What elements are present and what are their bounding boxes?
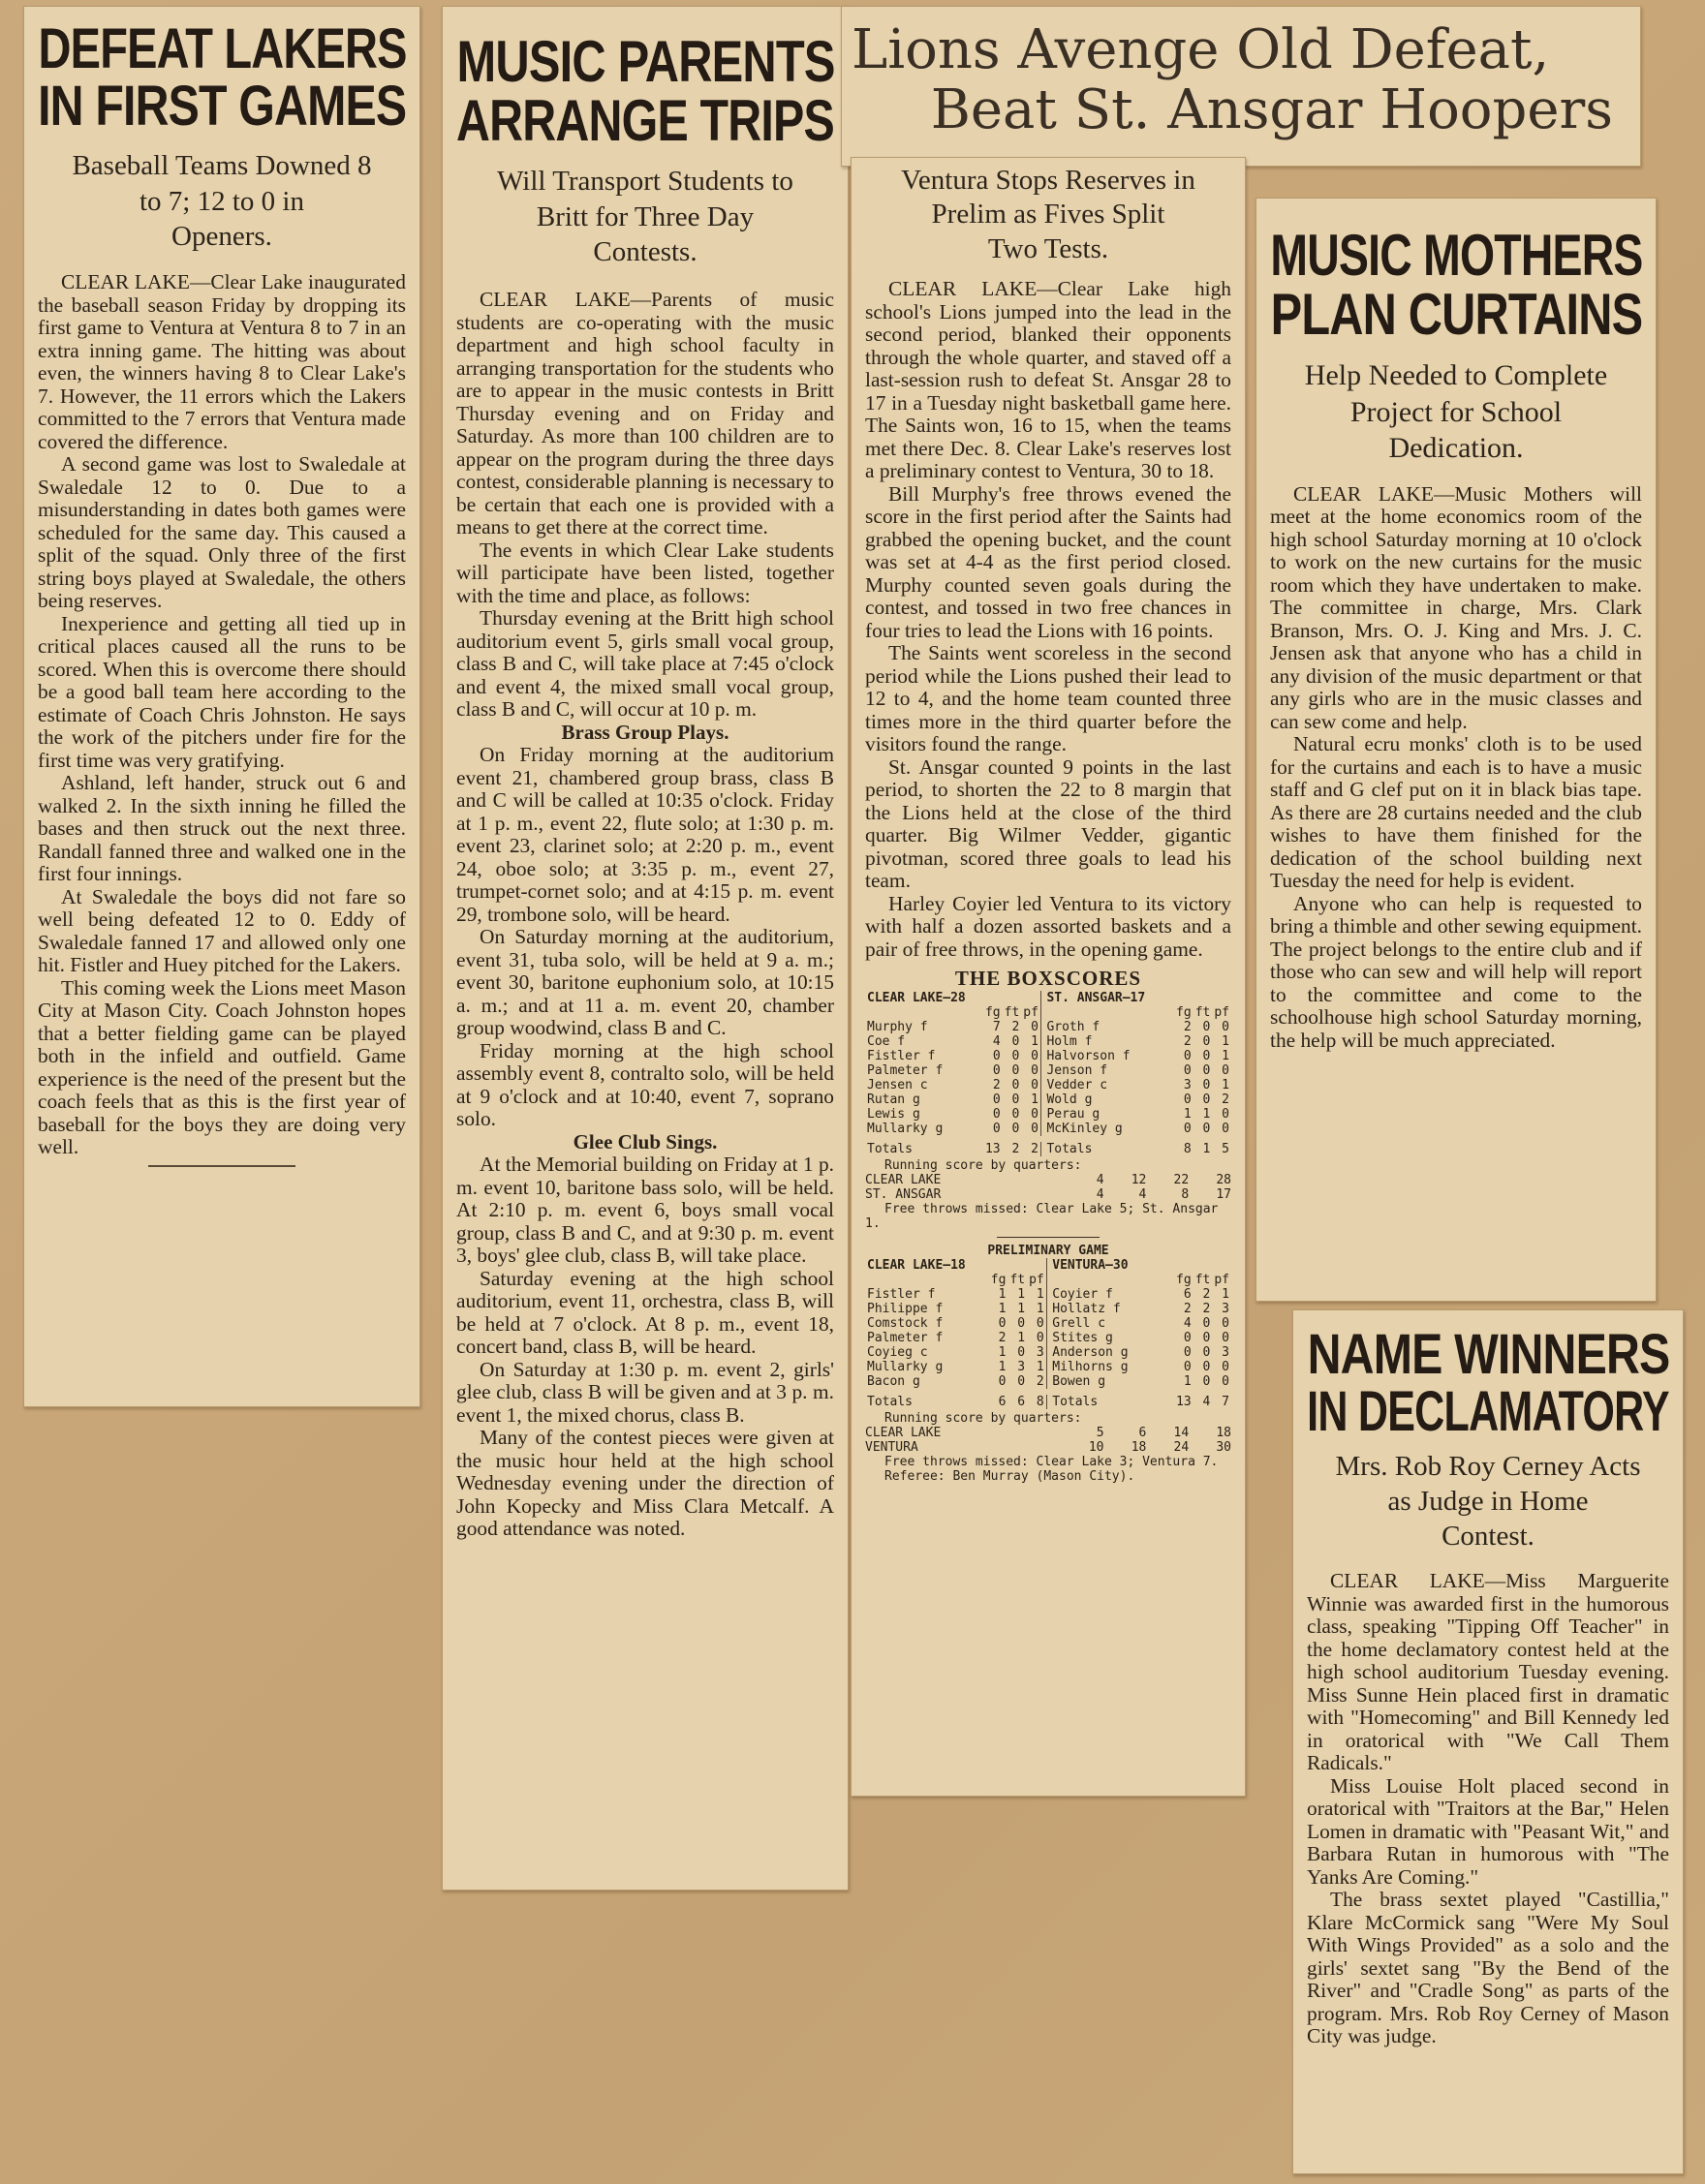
paragraph: The events in which Clear Lake students will participate have been listed, together with the time and place, as follows: — [456, 538, 834, 607]
col-header: fg — [990, 1273, 1007, 1288]
stat-cell: 1 — [1031, 1034, 1038, 1050]
boxscore-row — [865, 1034, 1231, 1049]
boxscore-row — [865, 1360, 1231, 1374]
headline-line: IN FIRST GAMES — [38, 75, 407, 138]
total-cell: 7 — [1222, 1395, 1229, 1410]
player-name: Coyier f — [1052, 1287, 1113, 1303]
stat-cell: 3 — [1017, 1360, 1026, 1375]
boxscore-row — [865, 1063, 1231, 1078]
player-name: Hollatz f — [1052, 1302, 1121, 1317]
col-header: ft — [1004, 1005, 1020, 1021]
stat-cell: 2 — [1202, 1287, 1211, 1303]
subhead-glee: Glee Club Sings. — [573, 1129, 718, 1154]
deck — [865, 164, 1231, 266]
stat-cell: 1 — [1031, 1092, 1038, 1108]
total-cell: 1 — [1202, 1142, 1211, 1157]
stat-cell: 1 — [998, 1345, 1007, 1361]
stat-cell: 0 — [1011, 1107, 1020, 1123]
running-team: CLEAR LAKE — [865, 1173, 942, 1188]
quarter-score: 30 — [1216, 1440, 1231, 1456]
article-body — [456, 289, 834, 1541]
stat-cell: 0 — [992, 1122, 1001, 1137]
headline-line: Lions Avenge Old Defeat, — [852, 18, 1550, 81]
player-name: Palmeter f — [867, 1331, 944, 1346]
paragraph: Friday morning at the high school assembly event 8, contralto solo, will be held at 9 o'clock and at 10:40, event 7, soprano solo. — [456, 1038, 834, 1131]
deck-line: Dedication. — [1388, 431, 1524, 464]
deck-line: Openers. — [171, 220, 272, 252]
stat-cell: 1 — [1017, 1331, 1026, 1346]
player-name: Palmeter f — [867, 1063, 944, 1079]
player-name: Mullarky g — [867, 1360, 944, 1375]
stat-cell: 1 — [1183, 1107, 1192, 1123]
team-heading: CLEAR LAKE—28 — [867, 991, 966, 1006]
stat-cell: 0 — [1183, 1049, 1192, 1064]
col-header: ft — [1194, 1273, 1211, 1288]
stat-cell: 0 — [1011, 1092, 1020, 1108]
headline-line: MUSIC MOTHERS — [1269, 223, 1643, 288]
stat-cell: 0 — [1183, 1122, 1192, 1137]
boxscore-row — [865, 1049, 1231, 1063]
totals-label: Totals — [1052, 1395, 1099, 1410]
deck-line: to 7; 12 to 0 in — [140, 185, 304, 217]
total-cell: 6 — [1017, 1395, 1026, 1410]
article-music-parents — [442, 6, 849, 1891]
team-heading: CLEAR LAKE—18 — [867, 1258, 966, 1274]
paragraph: CLEAR LAKE—Music Mothers will meet at the home economics room of the high school Saturday morning at 10 o'clock to work on the new curtains for the music room which they have undertaken to make. The committee in charge, Mrs. Clark Branson, Mrs. O. J. King and Mrs. J. C. Jensen ask that anyone who has a child in any division of the music department or that any girls who are in the music classes and can sew come and help. — [1270, 481, 1642, 733]
totals-label: Totals — [867, 1395, 913, 1410]
totals-label: Totals — [1046, 1142, 1093, 1157]
paragraph: On Saturday morning at the auditorium, event 31, tuba solo, will be held at 9 a. m.; event 30, baritone euphonium solo, at 10:15 a. m.; and at 11 a. m. event 20, chamber group woodwind, class B and C. — [456, 925, 834, 1040]
paragraph: CLEAR LAKE—Clear Lake high school's Lions jumped into the lead in the second period, blanked their opponents through the whole quarter, and staved off a last-session rush to defeat St. Ansgar 28 to 17 in a Tuesday night basketball game here. The Saints won, 16 to 15, when the teams met there Dec. 8. Clear Lake's reserves lost a preliminary contest to Ventura, 30 to 18. — [865, 277, 1231, 483]
paragraph: Saturday evening at the high school auditorium, event 11, orchestra, class B, will be held at 7 o'clock. At 8 p. m., event 18, concert band, class B, will be heard. — [456, 1266, 834, 1359]
total-cell: 8 — [1183, 1142, 1192, 1157]
deck-line: Contests. — [593, 235, 698, 267]
stat-cell: 3 — [1036, 1345, 1044, 1361]
stat-cell: 2 — [992, 1078, 1001, 1093]
player-name: Bowen g — [1052, 1374, 1106, 1390]
paragraph: Thursday evening at the Britt high school auditorium event 5, girls small vocal group, class B and C, will take place at 7:45 o'clock and event 4, the mixed small vocal group, class B and C, will occur at 10 p. m. — [456, 606, 834, 722]
player-name: Jenson f — [1046, 1063, 1108, 1079]
col-header: pf — [1214, 1005, 1229, 1021]
deck-line: Baseball Teams Downed 8 — [72, 150, 372, 182]
stat-cell: 0 — [998, 1374, 1007, 1390]
paragraph: Ashland, left hander, struck out 6 and walked 2. In the sixth inning he filled the bases and then struck out the next three. Randall fanned three and walked one in the first four innings. — [38, 771, 406, 886]
player-name: Fistler f — [867, 1049, 936, 1064]
stat-cell: 2 — [1222, 1092, 1229, 1108]
stat-cell: 0 — [992, 1107, 1001, 1123]
referee: Referee: Ben Murray (Mason City). — [884, 1469, 1135, 1485]
total-cell: 13 — [984, 1142, 1001, 1157]
paragraph: At Swaledale the boys did not fare so well being defeated 12 to 0. Eddy of Swaledale fanned 17 and allowed only one hit. Fistler and Huey pitched for the Lakers. — [38, 884, 406, 977]
article-name-winners — [1292, 1309, 1684, 2174]
stat-cell: 1 — [1036, 1360, 1044, 1375]
col-header: pf — [1214, 1273, 1229, 1288]
quarter-score: 17 — [1216, 1187, 1231, 1203]
article-defeat-lakers — [23, 6, 420, 1407]
col-header: fg — [984, 1005, 1001, 1021]
game1-rows — [865, 1020, 1231, 1136]
paragraph: Bill Murphy's free throws evened the score in the first period after the Saints had grabbed the opening bucket, and the count was set at 4-4 as the first period closed. Murphy counted seven goals during the contest, and tossed in two free chances in four tries to lead the Lions with 16 points. — [865, 481, 1231, 642]
col-header: pf — [1023, 1005, 1038, 1021]
stat-cell: 2 — [1183, 1034, 1192, 1050]
article-body — [38, 271, 406, 1159]
divider — [997, 1237, 1100, 1238]
deck-line: Two Tests. — [987, 232, 1109, 264]
player-name: Milhorns g — [1052, 1360, 1129, 1375]
boxscore-row — [865, 1302, 1231, 1316]
quarter-score: 12 — [1131, 1173, 1147, 1188]
stat-cell: 1 — [998, 1360, 1007, 1375]
total-cell: 4 — [1202, 1395, 1211, 1410]
deck-line: Mrs. Rob Roy Cerney Acts — [1335, 1451, 1641, 1483]
player-name: Bacon g — [867, 1374, 920, 1390]
total-cell: 6 — [998, 1395, 1007, 1410]
quarter-score: 24 — [1173, 1440, 1190, 1456]
player-name: Grell c — [1052, 1316, 1106, 1332]
boxscore-row — [865, 1331, 1231, 1345]
stat-cell: 0 — [1036, 1331, 1044, 1346]
player-name: Groth f — [1046, 1020, 1100, 1035]
totals-label: Totals — [867, 1142, 913, 1157]
stat-cell: 2 — [998, 1331, 1007, 1346]
stat-cell: 0 — [992, 1049, 1001, 1064]
stat-cell: 7 — [992, 1020, 1001, 1035]
paragraph: Miss Louise Holt placed second in oratorical with "Traitors at the Bar," Helen Lomen in dramatic with "Peasant Wit," and Barbara Rutan in humorous with "The Yanks Are Coming." — [1307, 1773, 1669, 1889]
player-name: Mullarky g — [867, 1122, 944, 1137]
col-header: pf — [1029, 1273, 1044, 1288]
stat-cell: 2 — [1011, 1020, 1020, 1035]
paragraph: A second game was lost to Swaledale at Swaledale 12 to 0. Due to a misunderstanding in dates both games were scheduled for the same day. This caused a split of the squad. Only three of the first string boys played at Swaledale, the others being reserves. — [38, 452, 406, 613]
headline-line: NAME WINNERS — [1307, 1323, 1669, 1386]
stat-cell: 0 — [1036, 1316, 1044, 1332]
stat-cell: 1 — [1222, 1034, 1229, 1050]
quarter-score: 4 — [1096, 1173, 1104, 1188]
player-name: Fistler f — [867, 1287, 936, 1303]
paragraph: CLEAR LAKE—Miss Marguerite Winnie was awarded first in the humorous class, speaking "Tipping Off Teacher" in the home declamatory contest held at the high school auditorium Tuesday evening. Miss Sunne Hein placed first in dramatic with "Homecoming" and Bill Kennedy led in oratorical with "We Call Them Radicals." — [1307, 1569, 1669, 1775]
col-header: ft — [1194, 1005, 1211, 1021]
stat-cell: 3 — [1183, 1078, 1192, 1093]
article-body — [1270, 483, 1642, 1053]
stat-cell: 3 — [1222, 1302, 1229, 1317]
stat-cell: 0 — [1202, 1374, 1211, 1390]
col-header: fg — [1176, 1005, 1192, 1021]
player-name: Lewis g — [867, 1107, 920, 1123]
paragraph: The brass sextet played "Castillia," Klare McCormick sang "Were My Soul With Wings Provided" as a solo and the girls' sextet sang "By the Bend of the River" and "Cradle Song" as parts of the program. Mrs. Rob Roy Cerney of Mason City was judge. — [1307, 1888, 1669, 2048]
paragraph: This coming week the Lions meet Mason City at Mason City. Coach Johnston hopes that a better fielding game can be played both in the infield and outfield. Game experience is the need of the present but the coach feels that as this is the first year of baseball for the boys they are doing very well. — [38, 975, 406, 1159]
article-music-mothers — [1256, 198, 1657, 1302]
paragraph: Anyone who can help is requested to bring a thimble and other sewing equipment. The project belongs to the entire club and if those who can sew and will help will report to the committee and come to the schoolhouse high school Saturday morning, the help will be much appreciated. — [1270, 891, 1642, 1052]
boxscore-row — [865, 1316, 1231, 1331]
headline — [1269, 223, 1643, 348]
quarter-score: 14 — [1173, 1426, 1190, 1441]
free-throws-missed: Free throws missed: Clear Lake 3; Ventura 7. — [884, 1455, 1219, 1470]
quarter-score: 4 — [1096, 1187, 1104, 1203]
stat-cell: 6 — [1183, 1287, 1192, 1303]
team-heading: VENTURA—30 — [1052, 1258, 1129, 1274]
running-team: ST. ANSGAR — [865, 1187, 942, 1203]
paragraph: Many of the contest pieces were given at the music hour held at the high school Wednesday evening under the direction of John Kopecky and Miss Clara Metcalf. A good attendance was noted. — [456, 1426, 834, 1541]
total-cell: 8 — [1036, 1395, 1044, 1410]
stat-cell: 0 — [1031, 1063, 1038, 1079]
team-heading: ST. ANSGAR—17 — [1046, 991, 1146, 1006]
subhead-brass: Brass Group Plays. — [561, 720, 729, 744]
quarter-score: 22 — [1173, 1173, 1190, 1188]
player-name: Wold g — [1046, 1092, 1093, 1108]
stat-cell: 0 — [1202, 1360, 1211, 1375]
player-name: Vedder c — [1046, 1078, 1108, 1093]
player-name: Jensen c — [867, 1078, 928, 1093]
quarter-score: 18 — [1131, 1440, 1147, 1456]
stat-cell: 1 — [998, 1302, 1007, 1317]
boxscore-table-prelim — [865, 1258, 1231, 1409]
stat-cell: 0 — [1031, 1049, 1038, 1064]
paragraph: Natural ecru monks' cloth is to be used for the curtains and each is to have a music staff and G clef put on it in black bias tape. As there are 28 curtains needed and the club wishes to have them finished for the dedication of the school building next Tuesday the need for help is evident. — [1270, 732, 1642, 893]
stat-cell: 0 — [1183, 1360, 1192, 1375]
deck-line: Britt for Three Day — [536, 200, 755, 232]
stat-cell: 0 — [1031, 1078, 1038, 1093]
total-cell: 2 — [1011, 1142, 1020, 1157]
headline-line: Beat St. Ansgar Hoopers — [930, 77, 1613, 141]
stat-cell: 0 — [1202, 1049, 1211, 1064]
player-name: McKinley g — [1046, 1122, 1123, 1137]
player-name: Perau g — [1046, 1107, 1100, 1123]
total-cell: 2 — [1031, 1142, 1038, 1157]
stat-cell: 0 — [1011, 1063, 1020, 1079]
player-name: Anderson g — [1052, 1345, 1129, 1361]
quarter-score: 10 — [1088, 1440, 1104, 1456]
player-name: Holm f — [1046, 1034, 1093, 1050]
stat-cell: 0 — [1011, 1034, 1020, 1050]
stat-cell: 0 — [1183, 1092, 1192, 1108]
running-team: VENTURA — [865, 1440, 918, 1456]
stat-cell: 0 — [1011, 1049, 1020, 1064]
stat-cell: 0 — [1222, 1331, 1229, 1346]
paragraph: On Saturday at 1:30 p. m. event 2, girls' glee club, class B will be given and at 3 p. m. event 1, the mixed chorus, class B. — [456, 1357, 834, 1427]
stat-cell: 0 — [1202, 1034, 1211, 1050]
stat-cell: 0 — [1031, 1020, 1038, 1035]
paragraph: St. Ansgar counted 9 points in the last period, to shorten the 22 to 8 margin that the Lions held at the close of the third quarter. Big Wilmer Vedder, gigantic pivotman, scored three goals to lead his team. — [865, 754, 1231, 893]
quarter-score: 4 — [1138, 1187, 1147, 1203]
headline — [842, 7, 1640, 139]
paragraph: Harley Coyier led Ventura to its victory with half a dozen assorted baskets and a pair of free throws, in the opening game. — [865, 891, 1231, 961]
stat-cell: 2 — [1036, 1374, 1044, 1390]
running-row — [865, 1440, 1231, 1455]
col-header: ft — [1009, 1273, 1026, 1288]
col-header: fg — [1176, 1273, 1192, 1288]
running-score — [865, 1158, 1231, 1231]
stat-cell: 0 — [1031, 1107, 1038, 1123]
headline — [456, 29, 835, 154]
prelim-title: PRELIMINARY GAME — [987, 1244, 1109, 1259]
stat-cell: 0 — [1202, 1331, 1211, 1346]
headline-line: DEFEAT LAKERS — [38, 17, 407, 80]
boxscore-row — [865, 1374, 1231, 1389]
quarter-score: 18 — [1216, 1426, 1231, 1441]
total-cell: 13 — [1176, 1395, 1192, 1410]
stat-cell: 0 — [1202, 1078, 1211, 1093]
stat-cell: 0 — [1017, 1316, 1026, 1332]
stat-cell: 2 — [1183, 1020, 1192, 1035]
stat-cell: 0 — [1011, 1122, 1020, 1137]
boxscore-row — [865, 1078, 1231, 1092]
paragraph: Inexperience and getting all tied up in critical places caused all the runs to be scored. When this is overcome there should be a good ball team here according to the estimate of Coach Chris Johnston. He says the work of the pitchers under fire for the first time was very gratifying. — [38, 611, 406, 772]
deck-line: Ventura Stops Reserves in — [901, 165, 1195, 196]
stat-cell: 0 — [1202, 1122, 1211, 1137]
quarter-score: 6 — [1138, 1426, 1147, 1441]
paragraph: The Saints went scoreless in the second period while the Lions pushed their lead to 12 to 4, and the home team counted three times more in the third quarter before the visitors found the range. — [865, 641, 1231, 756]
paragraph: CLEAR LAKE—Clear Lake inaugurated the baseball season Friday by dropping its first game to Ventura at Ventura 8 to 7 in an extra inning game. The hitting was about even, the winners having 8 to Clear Lake's 7. However, the 11 errors which the Lakers committed to the 7 errors that Ventura made covered the difference. — [38, 270, 406, 453]
stat-cell: 1 — [1202, 1107, 1211, 1123]
stat-cell: 0 — [1202, 1092, 1211, 1108]
stat-cell: 0 — [1222, 1360, 1229, 1375]
headline-line: ARRANGE TRIPS — [456, 88, 834, 154]
deck-line: Prelim as Fives Split — [931, 199, 1165, 231]
headline — [1307, 1323, 1669, 1444]
stat-cell: 0 — [1183, 1063, 1192, 1079]
stat-cell: 0 — [992, 1063, 1001, 1079]
stat-cell: 1 — [1036, 1287, 1044, 1303]
paragraph: At the Memorial building on Friday at 1 p. m. event 10, baritone bass solo, will be held. At 2:10 p. m. event 6, boys small vocal group, class B and C, and at 9:30 p. m. event 3, boys' glee club, class B, will take place. — [456, 1153, 834, 1268]
running-score — [865, 1411, 1231, 1484]
stat-cell: 0 — [1031, 1122, 1038, 1137]
player-name: Halvorson f — [1046, 1049, 1131, 1064]
running-label: Running score by quarters: — [884, 1158, 1082, 1174]
deck-line: Help Needed to Complete — [1304, 359, 1608, 392]
deck — [38, 148, 406, 254]
end-rule — [148, 1165, 295, 1167]
stat-cell: 0 — [998, 1316, 1007, 1332]
stat-cell: 4 — [1183, 1316, 1192, 1332]
running-team: CLEAR LAKE — [865, 1426, 942, 1441]
boxscore-row — [865, 1345, 1231, 1360]
headline-line: PLAN CURTAINS — [1270, 282, 1642, 348]
stat-cell: 0 — [1202, 1345, 1211, 1361]
boxscores-title: THE BOXSCORES — [954, 967, 1142, 991]
player-name: Coe f — [867, 1034, 906, 1050]
boxscore-row — [865, 1107, 1231, 1122]
stat-cell: 1 — [998, 1287, 1007, 1303]
stat-cell: 1 — [1017, 1287, 1026, 1303]
boxscore-row — [865, 1287, 1231, 1302]
deck — [1307, 1450, 1669, 1554]
article-body — [865, 278, 1231, 961]
stat-cell: 0 — [1222, 1316, 1229, 1332]
paragraph: CLEAR LAKE—Parents of music students are co-operating with the music department and high school faculty in arranging transportation for the students who are to appear in the music contests in Britt Thursday evening and on Friday and Saturday. As more than 100 children are to appear on the program during the three days contest, considerable planning is necessary to be certain that each one is provided with a means to get there at the correct time. — [456, 288, 834, 539]
game2-rows — [865, 1287, 1231, 1389]
deck — [1270, 357, 1642, 466]
stat-cell: 0 — [1202, 1020, 1211, 1035]
stat-cell: 1 — [1222, 1078, 1229, 1093]
article-lions-headline — [841, 6, 1641, 167]
stat-cell: 0 — [1017, 1374, 1026, 1390]
stat-cell: 0 — [1202, 1316, 1211, 1332]
stat-cell: 1 — [1183, 1374, 1192, 1390]
running-row — [865, 1426, 1231, 1440]
deck-line: Project for School — [1349, 395, 1563, 428]
running-label: Running score by quarters: — [884, 1411, 1082, 1427]
player-name: Philippe f — [867, 1302, 944, 1317]
quarter-score: 8 — [1181, 1187, 1190, 1203]
player-name: Comstock f — [867, 1316, 944, 1332]
stat-cell: 3 — [1222, 1345, 1229, 1361]
player-name: Coyieg c — [867, 1345, 928, 1361]
stat-cell: 0 — [1222, 1374, 1229, 1390]
deck-line: as Judge in Home — [1387, 1486, 1589, 1518]
boxscore-row — [865, 1122, 1231, 1136]
deck-line: Will Transport Students to — [497, 166, 793, 198]
player-name: Stites g — [1052, 1331, 1113, 1346]
free-throws-missed: Free throws missed: Clear Lake 5; St. Ansgar 1. — [865, 1202, 1219, 1232]
stat-cell: 0 — [992, 1092, 1001, 1108]
deck — [456, 164, 834, 269]
stat-cell: 0 — [1202, 1063, 1211, 1079]
boxscore-row — [865, 1092, 1231, 1107]
paragraph: On Friday morning at the auditorium event 21, chambered group brass, class B and C will be called at 10:35 o'clock. Friday at 1 p. m., event 22, flute solo; at 1:30 p. m. event 23, clarinet solo; at 2:20 p. m., event 24, oboe solo; at 3:35 p. m., event 27, trumpet-cornet solo; and at 4:15 p. m. event 29, trombone solo, will be heard. — [456, 743, 834, 926]
running-row — [865, 1173, 1231, 1187]
stat-cell: 2 — [1183, 1302, 1192, 1317]
running-row — [865, 1187, 1231, 1202]
stat-cell: 0 — [1222, 1107, 1229, 1123]
boxscore-table-main — [865, 991, 1231, 1156]
stat-cell: 0 — [1222, 1063, 1229, 1079]
stat-cell: 4 — [992, 1034, 1001, 1050]
stat-cell: 0 — [1183, 1345, 1192, 1361]
headline — [38, 17, 407, 138]
quarter-score: 5 — [1096, 1426, 1104, 1441]
stat-cell: 0 — [1017, 1345, 1026, 1361]
headline-line: MUSIC PARENTS — [456, 29, 835, 94]
deck-line: Contest. — [1442, 1521, 1534, 1553]
headline-line: IN DECLAMATORY — [1307, 1380, 1669, 1444]
stat-cell: 0 — [1183, 1331, 1192, 1346]
stat-cell: 1 — [1222, 1287, 1229, 1303]
stat-cell: 0 — [1222, 1122, 1229, 1137]
stat-cell: 1 — [1222, 1049, 1229, 1064]
quarter-score: 28 — [1216, 1173, 1231, 1188]
total-cell: 5 — [1222, 1142, 1229, 1157]
article-body — [1307, 1570, 1669, 2048]
boxscore-row — [865, 1020, 1231, 1034]
player-name: Rutan g — [867, 1092, 920, 1108]
article-lions-body — [851, 157, 1246, 1797]
stat-cell: 1 — [1036, 1302, 1044, 1317]
stat-cell: 2 — [1202, 1302, 1211, 1317]
player-name: Murphy f — [867, 1020, 928, 1035]
stat-cell: 0 — [1222, 1020, 1229, 1035]
stat-cell: 1 — [1017, 1302, 1026, 1317]
stat-cell: 0 — [1011, 1078, 1020, 1093]
